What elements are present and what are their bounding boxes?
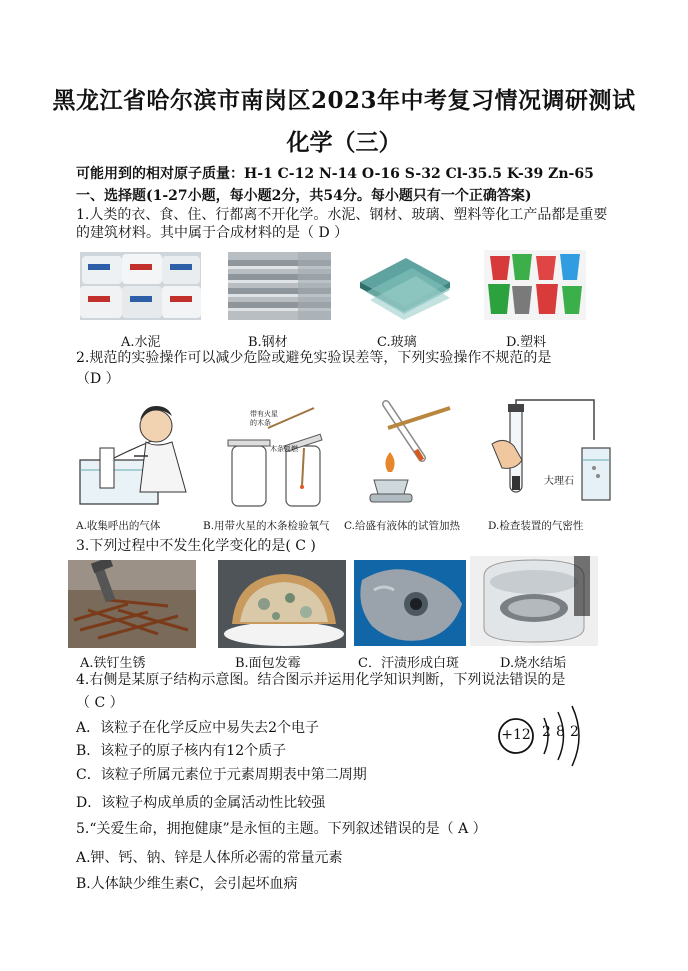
q2-option-b: B.用带火星的木条检验氧气 xyxy=(203,520,330,532)
q1-option-d: D.塑料 xyxy=(506,335,547,350)
marble-label: 大理石 xyxy=(544,476,574,487)
sweat-stain-image xyxy=(354,560,466,646)
glass-image xyxy=(356,252,451,320)
atomic-masses: 可能用到的相对原子质量：H-1 C-12 N-14 O-16 S-32 Cl-35.5 K-39 Zn-65 xyxy=(76,166,594,182)
page-title: 黑龙江省哈尔滨市南岗区2023年中考复习情况调研测试 xyxy=(52,87,636,114)
q3-option-d: D.烧水结垢 xyxy=(500,656,567,671)
q3-option-b: B.面包发霉 xyxy=(235,656,301,671)
kettle-scale-image xyxy=(470,556,598,646)
q5-option-a: A.钾、钙、钠、锌是人体所必需的常量元素 xyxy=(76,850,343,866)
rusty-nails-image xyxy=(68,560,196,648)
plastic-buckets-image xyxy=(484,250,586,320)
shell-2-count: 8 xyxy=(556,724,565,740)
q2-option-c: C.给盛有液体的试管加热 xyxy=(344,520,460,532)
nucleus-charge: +12 xyxy=(501,727,531,743)
q1-stem-line2: 的建筑材料。其中属于合成材料的是（ D ） xyxy=(76,225,349,241)
relight-label: 木条复燃 xyxy=(270,445,298,453)
q4-stem-line1: 4.右侧是某原子结构示意图。结合图示并运用化学知识判断，下列说法错误的是 xyxy=(76,672,566,688)
page-subtitle: 化学（三） xyxy=(286,129,402,156)
q1-option-c: C.玻璃 xyxy=(377,335,417,350)
q4-option-a: A．该粒子在化学反应中易失去2个电子 xyxy=(76,720,320,736)
section-heading: 一、选择题(1-27小题，每小题2分，共54分。每小题只有一个正确答案) xyxy=(76,188,532,204)
q2-stem-line2: （D ） xyxy=(76,371,120,387)
q3-option-c: C．汗渍形成白斑 xyxy=(358,656,459,671)
q4-option-c: C．该粒子所属元素位于元素周期表中第二周期 xyxy=(76,767,367,783)
q3-option-a: A.铁钉生锈 xyxy=(80,656,146,671)
q2-stem-line1: 2.规范的实验操作可以减少危险或避免实验误差等，下列实验操作不规范的是 xyxy=(76,350,552,366)
q3-stem: 3.下列过程中不发生化学变化的是( C ) xyxy=(76,538,316,554)
q4-option-d: D．该粒子构成单质的金属活动性比较强 xyxy=(76,795,326,811)
shell-3-count: 2 xyxy=(570,724,579,740)
q5-stem: 5.“关爱生命，拥抱健康”是永恒的主题。下列叙述错误的是（ A ） xyxy=(76,821,487,837)
q1-stem-line1: 1.人类的衣、食、住、行都离不开化学。水泥、钢材、玻璃、塑料等化工产品都是重要 xyxy=(76,207,608,223)
airtightness-image xyxy=(488,398,616,510)
oxygen-test-image xyxy=(218,404,330,510)
q2-option-d: D.检查装置的气密性 xyxy=(488,520,584,532)
q1-option-a: A.水泥 xyxy=(121,335,161,350)
q2-option-a: A.收集呼出的气体 xyxy=(76,520,161,532)
shell-1-count: 2 xyxy=(542,724,551,740)
atom-structure-diagram xyxy=(494,700,604,772)
q4-option-b: B．该粒子的原子核内有12个质子 xyxy=(76,743,287,759)
q1-option-b: B.钢材 xyxy=(248,335,288,350)
splint-label: 带有火星的木条 xyxy=(250,410,278,427)
steel-image xyxy=(228,252,331,320)
q5-option-b: B.人体缺少维生素C，会引起坏血病 xyxy=(76,876,298,892)
q4-stem-line2: （ C ） xyxy=(76,695,124,711)
moldy-bread-image xyxy=(218,560,346,648)
collect-gas-image xyxy=(76,398,204,510)
heat-liquid-image xyxy=(358,398,462,510)
cement-bags-image xyxy=(80,252,201,320)
